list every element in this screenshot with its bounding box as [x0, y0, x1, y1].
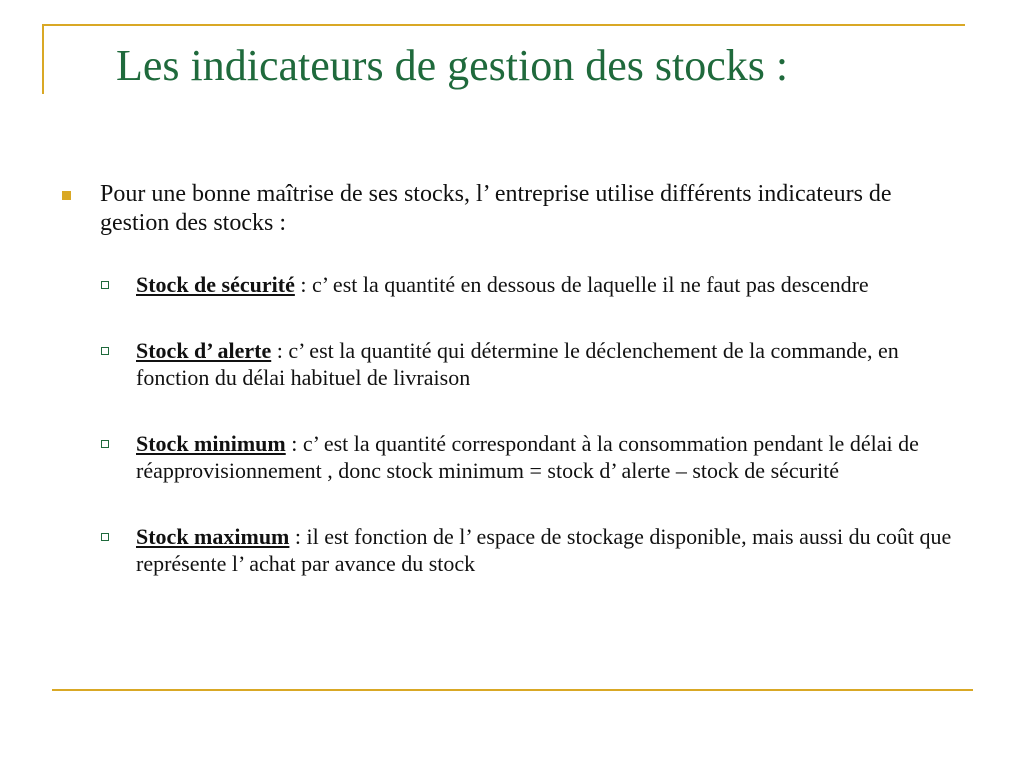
indicator-term: Stock minimum — [136, 431, 286, 456]
hollow-square-bullet-icon — [101, 281, 109, 289]
indicator-term: Stock maximum — [136, 524, 290, 549]
slide-title: Les indicateurs de gestion des stocks : — [116, 41, 789, 90]
main-bullet-text: Pour une bonne maîtrise de ses stocks, l’ entreprise utilise différents indicateurs de gestion des stocks : — [100, 181, 892, 236]
indicator-item-stock-minimum — [62, 430, 962, 484]
frame-top-rule — [42, 24, 965, 26]
indicator-item-stock-alerte — [62, 337, 962, 391]
frame-left-rule — [42, 24, 44, 94]
hollow-square-bullet-icon — [101, 347, 109, 355]
indicator-term: Stock de sécurité — [136, 272, 295, 297]
hollow-square-bullet-icon — [101, 533, 109, 541]
main-bullet-item — [62, 180, 962, 238]
indicator-definition: : il est fonction de l’ espace de stockage disponible, mais aussi du coût que représente l’ achat par avance du stock — [136, 524, 952, 576]
square-bullet-icon — [62, 191, 71, 200]
frame-bottom-rule — [52, 689, 973, 691]
indicator-item-stock-maximum — [62, 523, 962, 577]
indicator-definition: : c’ est la quantité qui détermine le déclenchement de la commande, en fonction du délai habituel de livraison — [136, 338, 899, 390]
indicator-list — [62, 271, 962, 577]
indicator-definition: : c’ est la quantité correspondant à la consommation pendant le délai de réapprovisionnement , donc stock minimum = stock d’ alerte – stock de sécurité — [136, 431, 919, 483]
hollow-square-bullet-icon — [101, 440, 109, 448]
indicator-term: Stock d’ alerte — [136, 338, 272, 363]
indicator-definition: : c’ est la quantité en dessous de laquelle il ne faut pas descendre — [294, 272, 869, 297]
slide-content — [62, 180, 962, 616]
indicator-item-stock-securite — [62, 271, 962, 298]
